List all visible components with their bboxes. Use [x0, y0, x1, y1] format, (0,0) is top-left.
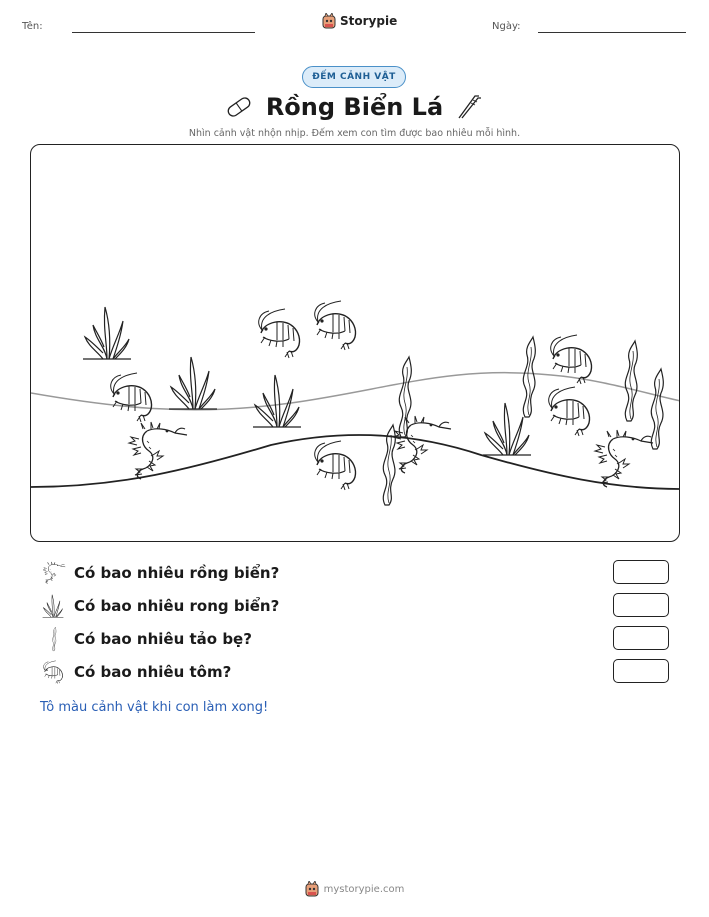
name-label: Tên:	[22, 21, 43, 32]
kelp	[651, 369, 663, 449]
question-text: Có bao nhiêu rong biển?	[74, 597, 280, 615]
brand-name: Storypie	[340, 14, 398, 28]
question-row	[40, 626, 680, 652]
footer-url[interactable]: mystorypie.com	[323, 883, 405, 895]
answer-box-kelp[interactable]	[613, 626, 669, 650]
answer-box-shrimp[interactable]	[613, 659, 669, 683]
sea-dragon-icon	[40, 560, 66, 586]
question-row	[40, 593, 680, 619]
brand-logo	[322, 13, 397, 29]
coloring-note: Tô màu cảnh vật khi con làm xong!	[40, 700, 269, 715]
shrimp-icon	[40, 659, 66, 685]
activity-badge: ĐẾM CẢNH VẬT	[302, 66, 406, 88]
shrimp	[315, 301, 356, 350]
question-text: Có bao nhiêu tảo bẹ?	[74, 630, 252, 648]
answer-box-seaweed[interactable]	[613, 593, 669, 617]
storypie-mascot-icon	[305, 881, 319, 897]
shrimp	[111, 373, 152, 422]
kelp	[523, 337, 535, 417]
page-title: Rồng Biển Lá	[265, 93, 444, 121]
storypie-mascot-icon	[322, 13, 336, 29]
question-text: Có bao nhiêu rồng biển?	[74, 564, 280, 582]
kelp-icon	[40, 626, 66, 652]
seaweed	[253, 375, 301, 427]
question-row	[40, 659, 680, 685]
shrimp	[315, 441, 356, 490]
seaweed	[83, 307, 131, 359]
name-line[interactable]	[72, 32, 255, 33]
scene-illustration	[31, 145, 680, 542]
kelp	[625, 341, 637, 421]
sea-dragon	[595, 430, 653, 487]
counting-scene	[30, 144, 680, 542]
seaweed-icon	[40, 593, 66, 619]
footer	[0, 881, 709, 897]
answer-box-sea-dragon[interactable]	[613, 560, 669, 584]
question-text: Có bao nhiêu tôm?	[74, 663, 232, 681]
page-subtitle: Nhìn cảnh vật nhộn nhịp. Đếm xem con tìm được bao nhiêu mỗi hình.	[188, 128, 521, 139]
shrimp	[259, 309, 300, 358]
date-label: Ngày:	[492, 21, 521, 32]
date-line[interactable]	[538, 32, 686, 33]
kelp	[399, 357, 411, 437]
seaweed	[169, 357, 217, 409]
shrimp	[549, 387, 590, 436]
question-row	[40, 560, 680, 586]
